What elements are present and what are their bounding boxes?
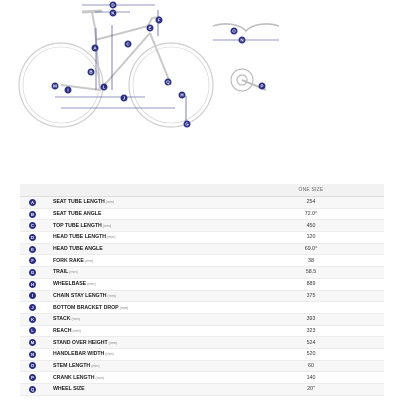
svg-text:L: L: [102, 84, 106, 90]
row-label: [53, 258, 238, 264]
svg-text:O: O: [232, 28, 236, 34]
table-row: [20, 384, 384, 396]
row-label: [53, 386, 238, 392]
svg-text:K: K: [111, 10, 115, 16]
marker-g: [184, 121, 191, 128]
row-value: 520: [306, 351, 316, 358]
row-value: 393: [306, 316, 316, 323]
frame: [61, 26, 171, 90]
row-key-badge: E: [29, 246, 36, 253]
svg-text:G: G: [185, 121, 189, 127]
row-value: 140: [306, 374, 316, 381]
svg-text:J: J: [122, 95, 126, 101]
marker-n: [239, 37, 246, 44]
row-unit: (mm): [69, 270, 78, 275]
row-label: [53, 246, 238, 252]
row-key-badge: C: [30, 223, 35, 229]
row-value: 524: [306, 339, 316, 346]
row-value: 58.5: [305, 269, 317, 276]
row-label: [53, 328, 238, 334]
table-row: [20, 279, 384, 291]
row-label: [53, 234, 238, 240]
row-label: [53, 269, 238, 275]
row-name: SEAT TUBE ANGLE: [53, 211, 102, 218]
svg-text:P: P: [260, 83, 264, 89]
marker-c: [125, 41, 132, 48]
table-row: [20, 314, 384, 326]
row-key-badge: H: [30, 281, 35, 287]
marker-m: [52, 83, 59, 90]
bike-geometry-diagram: [0, 0, 400, 180]
svg-text:C: C: [126, 41, 130, 47]
table-row: [20, 337, 384, 349]
marker-p: [259, 83, 266, 90]
row-label: [53, 293, 238, 299]
marker-l: [101, 84, 108, 91]
marker-q: [165, 79, 172, 86]
table-header: [20, 184, 384, 197]
row-unit: (mm): [119, 305, 129, 310]
marker-b: [88, 69, 95, 76]
row-value: 72.0°: [304, 211, 318, 218]
row-label: [53, 305, 238, 311]
table-row: [20, 372, 384, 384]
marker-a: [92, 45, 99, 52]
row-value: 889: [306, 281, 316, 288]
svg-text:H: H: [180, 92, 184, 98]
svg-text:B: B: [89, 69, 93, 75]
row-name: SEAT TUBE LENGTH: [53, 199, 105, 206]
row-name: STACK: [53, 316, 71, 323]
row-key-badge: I: [29, 292, 36, 299]
row-key-badge: F: [29, 257, 36, 264]
row-name: STAND OVER HEIGHT: [53, 339, 108, 346]
row-label: [53, 340, 238, 346]
row-label: [53, 199, 238, 205]
row-unit: (mm): [108, 340, 118, 345]
row-label: [53, 211, 238, 217]
row-unit: (mm): [107, 235, 116, 240]
svg-text:A: A: [93, 45, 97, 51]
svg-text:N: N: [240, 37, 244, 43]
row-label: [53, 316, 238, 322]
svg-text:D: D: [111, 2, 115, 8]
row-key-badge: K: [30, 316, 35, 322]
table-row: [20, 232, 384, 244]
table-row: [20, 267, 384, 279]
handlebar-top-view: [213, 24, 279, 31]
row-unit: (mm): [84, 258, 94, 263]
row-name: STEM LENGTH: [53, 362, 91, 369]
svg-text:M: M: [53, 83, 57, 89]
row-unit: (mm): [107, 293, 116, 298]
row-key-badge: L: [29, 327, 36, 334]
row-name: WHEELBASE: [53, 281, 87, 288]
row-unit: (mm): [87, 282, 96, 287]
row-name: HEAD TUBE LENGTH: [53, 234, 107, 241]
seat-post: [92, 12, 95, 28]
table-row: [20, 244, 384, 256]
table-row: [20, 220, 384, 232]
row-unit: (mm): [71, 317, 80, 322]
row-key-badge: M: [30, 340, 35, 346]
row-unit: (mm): [95, 375, 104, 380]
marker-k: [110, 10, 117, 17]
row-key-badge: Q: [30, 386, 35, 392]
row-key-badge: P: [29, 374, 36, 381]
row-key-badge: J: [29, 304, 36, 311]
row-name: WHEEL SIZE: [53, 386, 85, 393]
svg-text:E: E: [148, 25, 152, 31]
svg-text:F: F: [157, 17, 161, 23]
table-row: [20, 291, 384, 303]
row-label: [53, 351, 238, 357]
row-key-badge: A: [30, 199, 35, 205]
row-name: TRAIL: [53, 269, 69, 276]
row-unit: (mm): [72, 328, 81, 333]
row-label: [53, 223, 238, 229]
marker-i: [65, 87, 72, 94]
table-row: [20, 255, 384, 267]
row-value: 69.0°: [304, 246, 318, 253]
marker-f: [156, 17, 163, 24]
table-body: [20, 197, 384, 396]
geometry-table: [20, 184, 384, 396]
row-value: 120: [306, 234, 316, 241]
row-unit: (mm): [105, 200, 115, 205]
row-name: TOP TUBE LENGTH: [53, 222, 102, 229]
marker-o: [231, 28, 238, 35]
row-value: 375: [306, 292, 316, 299]
row-name: REACH: [53, 327, 72, 334]
row-name: CRANK LENGTH: [53, 374, 95, 381]
marker-j: [121, 95, 128, 102]
row-unit: (mm): [91, 363, 100, 368]
marker-e: [147, 25, 154, 32]
table-row: [20, 349, 384, 361]
row-unit: (mm): [105, 352, 114, 357]
row-key-badge: D: [30, 234, 35, 240]
table-row: [20, 302, 384, 314]
table-row: [20, 197, 384, 209]
row-name: BOTTOM BRACKET DROP: [53, 304, 119, 311]
row-key-badge: N: [30, 351, 35, 357]
marker-h: [179, 92, 186, 99]
row-label: [53, 281, 238, 287]
row-value: 20": [307, 386, 315, 393]
table-row: [20, 361, 384, 373]
table-row: [20, 209, 384, 221]
row-label: [53, 363, 238, 369]
row-value: 323: [306, 327, 316, 334]
row-key-badge: O: [30, 363, 35, 369]
svg-text:Q: Q: [166, 79, 170, 85]
table-row: [20, 326, 384, 338]
row-unit: (mm): [102, 223, 112, 228]
row-name: CHAIN STAY LENGTH: [53, 292, 107, 299]
row-value: 450: [306, 222, 316, 229]
row-label: [53, 375, 238, 381]
row-name: HEAD TUBE ANGLE: [53, 246, 103, 253]
row-name: FORK RAKE: [53, 257, 84, 264]
row-value: 254: [306, 199, 316, 206]
row-value: 60: [308, 362, 314, 369]
row-key-badge: B: [30, 211, 35, 217]
row-value: 38: [308, 257, 314, 264]
row-name: HANDLEBAR WIDTH: [53, 351, 105, 358]
row-key-badge: G: [30, 269, 35, 275]
svg-text:I: I: [67, 87, 69, 93]
column-header-one-size: ONE SIZE: [298, 187, 324, 193]
marker-d: [110, 2, 117, 9]
